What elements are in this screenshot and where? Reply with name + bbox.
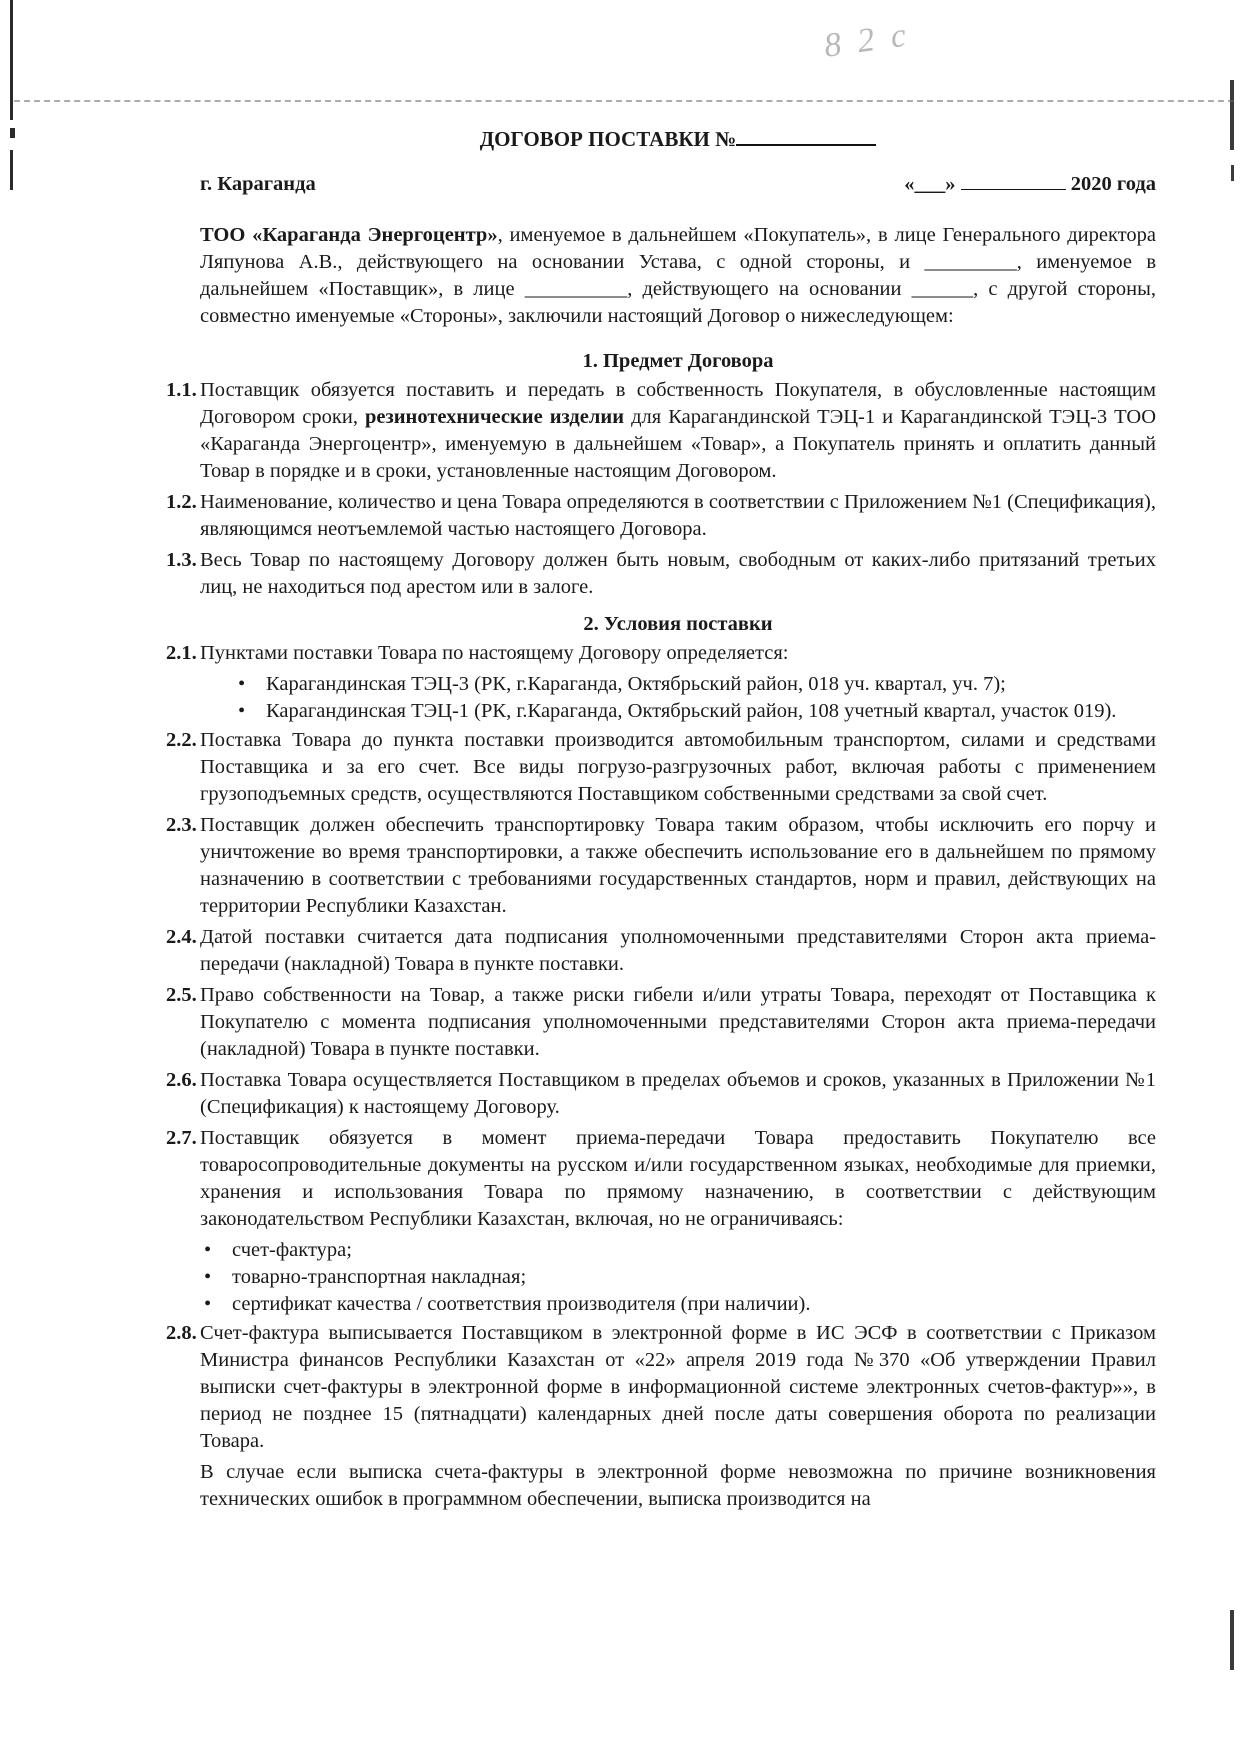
clause-2-2: 2.2. Поставка Товара до пункта поставки производится автомобильным транспортом, силами и средствами Поставщика и за его счет. Все виды погрузо-разгрузочных работ, включая работы с применением грузоподъемных средств, осуществляются Поставщиком собственными средствами за свой счет. (166, 729, 1156, 805)
list-item: • товарно-транспортная накладная; (202, 1264, 1156, 1291)
document-title: ДОГОВОР ПОСТАВКИ № (200, 122, 1156, 153)
section-1-title: 1. Предмет Договора (582, 350, 774, 372)
section-2-title: 2. Условия поставки (583, 613, 773, 635)
place-date-row (200, 171, 1156, 198)
list-item: • Карагандинская ТЭЦ-3 (РК, г.Караганда, Октябрьский район, 018 уч. квартал, уч. 7); (236, 671, 1156, 698)
contract-date: «___» 2020 года (904, 173, 1156, 195)
clause-2-6: 2.6. Поставка Товара осуществляется Поставщиком в пределах объемов и сроков, указанных в Приложении №1 (Спецификация) к настоящему Договору. (166, 1069, 1156, 1118)
clause-2-8: 2.8. Счет-фактура выписывается Поставщиком в электронной форме в ИС ЭСФ в соответствии с Приказом Министра финансов Республики Казахстан от «22» апреля 2019 года №370 «Об утверждении Правил выписки счет-фактуры в электронной форме в информационной системе электронных счетов-фактур»», в период не позднее 15 (пятнадцати) календарных дней после даты совершения оборота по реализации Товара. В случае если выписка счета-фактуры в электронной форме невозможна по причине возникновения технических ошибок в программном обеспечении, выписка производится на (200, 1320, 1156, 1513)
handwritten-mark: 8 2 с (821, 16, 913, 65)
scan-dashed-line (14, 100, 1234, 102)
clause-1-1: 1.1. Поставщик обязуется поставить и передать в собственность Покупателя, в обусловленные настоящим Договором сроки, резинотехнические изделии для Карагандинской ТЭЦ-1 и Карагандинской ТЭЦ-3 ТОО «Караганда Энергоцентр», именуемую в дальнейшем «Товар», а Покупатель принять и оплатить данный Товар в порядке и в сроки, установленные настоящим Договором. (166, 379, 1156, 482)
scan-left-edge (6, 0, 16, 1754)
documents-list (200, 1237, 1156, 1318)
month-blank (961, 189, 1066, 190)
clause-2-8-paragraph-2: В случае если выписка счета-фактуры в электронной форме невозможна по причине возникновения технических ошибок в программном обеспечении, выписка производится на (200, 1461, 1156, 1510)
clause-2-7: 2.7. Поставщик обязуется в момент приема-передачи Товара предоставить Покупателю все товаросопроводительные документы на русском и/или государственном языках, необходимые для приемки, хранения и использования Товара по прямому назначению, в соответствии с действующим законодательством Республики Казахстан, включая, но не ограничиваясь: (166, 1127, 1156, 1230)
clause-2-4: 2.4. Датой поставки считается дата подписания уполномоченными представителями Сторон акта приема-передачи (накладной) Товара в пункте поставки. (166, 926, 1156, 975)
delivery-points-list (200, 671, 1156, 725)
contract-number-blank (736, 122, 876, 146)
buyer-name: ТОО «Караганда Энергоцентр» (200, 224, 498, 246)
document-body (166, 112, 1156, 1517)
list-item: • сертификат качества / соответствия производителя (при наличии). (202, 1291, 1156, 1318)
clause-1-2: 1.2. Наименование, количество и цена Товара определяются в соответствии с Приложением №1 (Спецификация), являющимся неотъемлемой частью настоящего Договора. (166, 491, 1156, 540)
preamble: ТОО «Караганда Энергоцентр», именуемое в дальнейшем «Покупатель», в лице Генерального директора Ляпунова А.В., действующего на основании Устава, с одной стороны, и _________, именуемое в дальнейшем «Поставщик», в лице __________, действующего на основании ______, с другой стороны, совместно именуемые «Стороны», заключили настоящий Договор о нижеследующем: (200, 224, 1156, 327)
clause-2-1: 2.1. Пунктами поставки Товара по настоящему Договору определяется: (166, 642, 789, 664)
list-item: • счет-фактура; (202, 1237, 1156, 1264)
clause-2-3: 2.3. Поставщик должен обеспечить транспортировку Товара таким образом, чтобы исключить его порчу и уничтожение во время транспортировки, а также обеспечить использование его в дальнейшем по прямому назначению в соответствии с требованиями государственных стандартов, норм и правил, действующих на территории Республики Казахстан. (166, 814, 1156, 917)
list-item: • Карагандинская ТЭЦ-1 (РК, г.Караганда, Октябрьский район, 108 учетный квартал, участок 019). (236, 698, 1156, 725)
clause-1-3: 1.3. Весь Товар по настоящему Договору должен быть новым, свободным от каких-либо притязаний третьих лиц, не находиться под арестом или в залоге. (166, 549, 1156, 598)
scan-right-edge (1222, 0, 1236, 1754)
city: г. Караганда (200, 173, 316, 195)
clause-2-5: 2.5. Право собственности на Товар, а также риски гибели и/или утраты Товара, переходят от Поставщика к Покупателю с момента подписания уполномоченными представителями Сторон акта приема-передачи (накладной) Товара в пункте поставки. (166, 984, 1156, 1060)
